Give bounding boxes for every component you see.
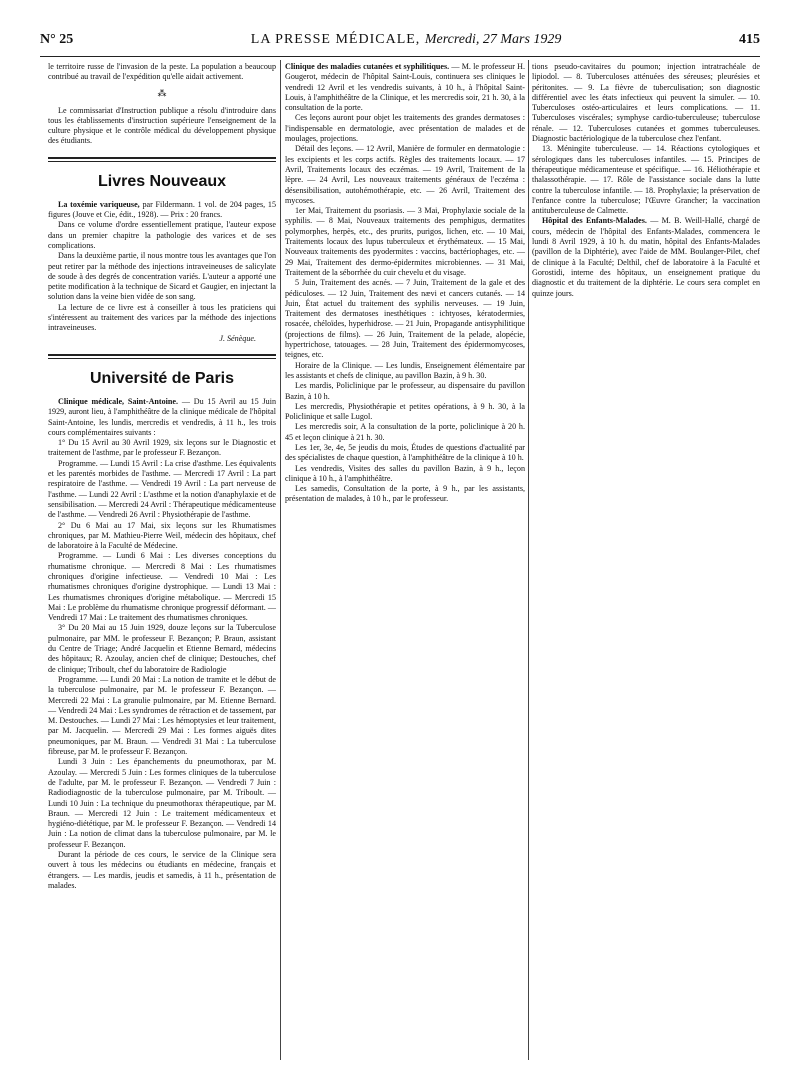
page-number-left: N° 25 [40,32,74,47]
paragraph: Programme. — Lundi 20 Mai : La notion de tramite et le début de la tuberculose pulmonaire, par M. le professeur F. Bezançon. — Mercredi 22 Mai : La granulie pulmonaire, par M. Etienne Bernard. — Vendredi 24 Mai : Les syndromes de rétraction et de tassement, par M. Destouches. — Lundi 27 Mai : Les hémoptysies et leur traitement, par M. Jacquelin. — Mercredi 29 Mai : Les formes aiguës dites pneumoniques, par M. Braun. — Vendredi 31 Mai : La tuberculose fibreuse, par M. le professeur F. Bezançon. [48,674,276,757]
paragraph: Les mercredis soir, A la consultation de la porte, policlinique à 20 h. 45 et leçon clinique à 21 h. 30. [285,422,525,442]
paragraph: 1° Du 15 Avril au 30 Avril 1929, six leçons sur le Diagnostic et traitement de l'asthme, par le professeur F. Bezançon. [48,438,276,458]
paragraph: Dans la deuxième partie, il nous montre tous les avantages que l'on peut retirer par la méthode des injections intraveineuses de salicylate de soude à des degrés de concentration variés. L'auteur a apporté une petite modification à la technique de Sicard et Gaugier, en injectant la solution dans la veine bien vidée de son sang. [48,251,276,302]
section-title-livres: Livres Nouveaux [97,172,227,190]
paragraph: 5 Juin, Traitement des acnés. — 7 Juin, Traitement de la gale et des pédiculoses. — 12 Juin, Traitement des nævi et cancers cutanés. — 14 Juin, État actuel du traitement des syphilis nerveuses. — 19 Juin, Traitement des dermatoses inesthétiques : ichtyoses, kératodermies, rosacée, chéloïdes, hyperhidrose. — 21 Juin, Propagande antisyphilitique (projections de films). — 26 Juin, Traitement de la pelade, alopécie, hypertrichose, tatouages. — 28 Juin, Traitement des épidermomycoses, teignes, etc. [285,278,525,360]
section-rule [48,157,276,159]
section-rule [48,354,276,356]
paragraph: Le commissariat d'Instruction publique a résolu d'introduire dans tous les établissements d'instruction supérieure l'enseignement de la culture physique et le contrôle médical du développement physique des étudiants. [48,105,276,146]
review-signature: J. Sénèque. [219,333,256,343]
paragraph: Les vendredis, Visites des salles du pavillon Bazin, à 9 h., leçon clinique à 10 h., à l'amphithéâtre. [285,463,525,483]
page-number-right: 415 [739,32,760,47]
section-rule-thin [48,358,276,359]
paragraph: Dans ce volume d'ordre essentiellement pratique, l'auteur expose dans un premier chapitre la pathologie des varices et de ses complications. [48,220,276,250]
subsection-heading: Clinique médicale, Saint-Antoine. [58,396,179,406]
paragraph: Ces leçons auront pour objet les traitements des grandes dermatoses : l'indispensable en dermatologie, avec présentation de malades et de moulages, projections. [285,113,525,144]
section-rule-thin [48,161,276,162]
column-left: le territoire russe de l'invasion de la peste. La population a beaucoup contribué au travail de l'expédition qu'elle aidait activement. ⁂ Le commissariat d'Instruction publique a résolu d'introduire dans tous les établissements d'instruction supérieure l'enseignement de la culture physique et le contrôle médical du développement physique des étudiants. Livres Nouveaux La toxémie variqueuse, par Fildermann. 1 vol. de 204 pages, 15 figures (Jouve et Cie, édit., 1928). — Prix : 20 francs. Dans ce volume d'ordre essentiellement pratique, l'auteur expose dans un premier chapitre la pathologie des varices et de ses complications. Dans la deuxième partie, il nous montre tous les avantages que l'on peut retirer par la méthode des injections intraveineuses de salicylate de soude à des degrés de concentration variés. L'auteur a apporté une petite modification à la technique de Sicard et Gaugier, en injectant la solution dans la veine bien vidée de son sang. La lecture de ce livre est à conseiller à tous les praticiens qui s'intéressent au traitement des varices par la méthode des injections intraveineuses. J. Sénèque. Université de Paris Clinique médicale, Saint-Antoine. — Du 15 Avril au 15 Juin 1929, auront lieu, à l'amphithéâtre de la clinique médicale de l'hôpital Saint-Antoine, les lundis, mercredis et vendredis, à 11 h., les trois cours complémentaires suivants : 1° Du 15 Avril au 30 Avril 1929, six leçons sur le Diagnostic et traitement de l'asthme, par le professeur F. Bezançon. Programme. — Lundi 15 Avril : La crise d'asthme. Les équivalents et les parentés morbides de l'asthme. — Mercredi 17 Avril : La part respiratoire de l'asthme. — Vendredi 19 Avril : La part nerveuse de l'asthme. — Lundi 22 Avril : L'asthme et la notion d'anaphylaxie et de sensibilisation. — Mercredi 24 Avril : Thérapeutique médicamenteuse de l'asthme. — Vendredi 26 Avril : Physiothérapie de l'asthme. 2° Du 6 Mai au 17 Mai, six leçons sur les Rhumatismes chroniques, par M. Mathieu-Pierre Weil, médecin des hôpitaux, chef de laboratoire à la Faculté de Médecine. Programme. — Lundi 6 Mai : Les diverses conceptions du rhumatisme chronique. — Mercredi 8 Mai : Les rhumatismes chroniques d'origine infectieuse. — Vendredi 10 Mai : Les rhumatismes chroniques d'origine dystrophique. — Lundi 13 Mai : Les rhumatismes chroniques d'origine métabolique. — Mercredi 15 Mai : Le problème du rhumatisme chronique progressif déformant. — Vendredi 17 Mai : Le traitement des rhumatismes chroniques. 3° Du 20 Mai au 15 Juin 1929, douze leçons sur la Tuberculose pulmonaire, par MM. le professeur F. Bezançon; P. Braun, assistant du Centre de Triage; André Jacquelin et Etienne Bernard, médecins des hôpitaux; R. Azoulay, ancien chef de clinique; Destouches, chef de clinique; Triboult, chef du laboratoire de Radiologie Programme. — Lundi 20 Mai : La notion de tramite et le début de la tuberculose pulmonaire, par M. le professeur F. Bezançon. — Mercredi 22 Mai : La granulie pulmonaire, par M. Etienne Bernard. — Vendredi 24 Mai : Les syndromes de rétraction et de tassement, par M. Destouches. — Lundi 27 Mai : Les hémoptysies et leur traitement, par M. Jacquelin. — Mercredi 29 Mai : Les formes aiguës dites pneumoniques, par M. Braun. — Vendredi 31 Mai : La tuberculose fibreuse, par M. le professeur F. Bezançon. Lundi 3 Juin : Les épanchements du pneumothorax, par M. Azoulay. — Mercredi 5 Juin : Les formes cliniques de la tuberculose de l'adulte, par M. le professeur F. Bezançon. — Vendredi 7 Juin : Radiodiagnostic de la tuberculose pulmonaire, par M. Triboult. — Lundi 10 Juin : La technique du pneumothorax thérapeutique, par M. Braun. — Mercredi 12 Juin : Le traitement médicamenteux et hygiéno-diététique, par M. le professeur F. Bezançon. — Vendredi 14 Juin : La notion de climat dans la tuberculose pulmonaire, par M. le professeur F. Bezançon. Durant la période de ces cours, le service de la Clinique sera ouvert à tous les médecins ou étudiants en médecine, français et étrangers. — Les mardis, jeudis et samedis, à 11 h., présentation de malades. [48,62,277,890]
column-divider-1 [280,60,281,1060]
paragraph: Détail des leçons. — 12 Avril, Manière de formuler en dermatologie : les excipients et les corps actifs. Règles des traitements locaux. — 17 Avril, Traitements locaux des eczémas. — 19 Avril, Traitement de la lèpre. — 24 Avril, Les nouveaux traitements généraux de l'eczéma : désensibilisation, autohémothérapie, etc. — 26 Avril, Traitement des mycoses. [285,144,525,205]
paragraph: 3° Du 20 Mai au 15 Juin 1929, douze leçons sur la Tuberculose pulmonaire, par MM. le professeur F. Bezançon; P. Braun, assistant du Centre de Triage; André Jacquelin et Etienne Bernard, médecins des hôpitaux; R. Azoulay, ancien chef de clinique; Destouches, chef de clinique; Triboult, chef du laboratoire de Radiologie [48,623,276,674]
paragraph: 2° Du 6 Mai au 17 Mai, six leçons sur les Rhumatismes chroniques, par M. Mathieu-Pierre Weil, médecin des hôpitaux, chef de laboratoire à la Faculté de Médecine. [48,520,276,551]
book-reference: par Fildermann. 1 vol. de 204 pages, 15 figures (Jouve et Cie, édit., 1928). — Prix : 20 francs. [48,199,277,220]
paragraph: Horaire de la Clinique. — Les lundis, Enseignement élémentaire par les assistants et chefs de clinique, au pavillon Bazin, à 9 h. 30. [285,360,525,380]
section-title-universite: Université de Paris [89,369,235,387]
paragraph: La lecture de ce livre est à conseiller à tous les praticiens qui s'intéressent au traitement des varices par la méthode des injections intraveineuses. [48,302,276,333]
subsection-heading: Hôpital des Enfants-Malades. [542,216,647,226]
issue-date: Mercredi, 27 Mars 1929 [424,32,562,47]
subsection-heading: Clinique des maladies cutanées et syphilitiques. [285,62,450,71]
paragraph: Programme. — Lundi 15 Avril : La crise d'asthme. Les équivalents et les parentés morbides de l'asthme. — Mercredi 17 Avril : La part respiratoire de l'asthme. — Vendredi 19 Avril : La part nerveuse de l'asthme. — Lundi 22 Avril : L'asthme et la notion d'anaphylaxie et de sensibilisation. — Mercredi 24 Avril : Thérapeutique médicamenteuse de l'asthme. — Vendredi 26 Avril : Physiothérapie de l'asthme. [48,458,276,520]
book-title: La toxémie variqueuse, [58,199,140,209]
page-header [40,32,760,54]
paragraph: 13. Méningite tuberculeuse. — 14. Réactions cytologiques et sérologiques dans les tuberculoses infantiles. — 15. Principes de thérapeutique médicamenteuse et spécifique. — 16. Héliothérapie et thalassothérapie. — 17. Rôle de l'assistance sociale dans la lutte contre la tuberculose infantile. — 18. Prophylaxie; la préservation de l'enfance contre la tuberculose; l'Œuvre Grancher; la vaccination antituberculeuse de Calmette. [532,144,760,216]
paragraph: Programme. — Lundi 6 Mai : Les diverses conceptions du rhumatisme chronique. — Mercredi 8 Mai : Les rhumatismes chroniques d'origine infectieuse. — Vendredi 10 Mai : Les rhumatismes chroniques d'origine dystrophique. — Lundi 13 Mai : Les rhumatismes chroniques d'origine métabolique. — Mercredi 15 Mai : Le problème du rhumatisme chronique progressif déformant. — Vendredi 17 Mai : Le traitement des rhumatismes chroniques. [48,551,276,623]
header-rule [40,56,760,57]
paragraph: Les mercredis, Physiothérapie et petites opérations, à 9 h. 30, à la Policlinique et salle Lugol. [285,401,525,422]
journal-title: LA PRESSE MÉDICALE, Mercredi, 27 Mars 1929 [250,32,562,47]
column-right: tions pseudo-cavitaires du poumon; injection intratrachéale de lipiodol. — 8. Tuberculoses atténuées des séreuses; pleurésies et péritonites. — 9. La fièvre de tuberculisation; son diagnostic différentiel avec les états infectieux qui peuvent la simuler. — 10. Tuberculoses ostéo-articulaires et leurs complications. — 11. Tuberculoses viscérales; symphyse cardio-tuberculeuse; tuberculose rénale. — 12. Tuberculoses cutanées et gommes tuberculeuses. Diagnostic bactériologique de la tuberculose chez l'enfant. 13. Méningite tuberculeuse. — 14. Réactions cytologiques et sérologiques dans les tuberculoses infantiles. — 15. Principes de thérapeutique médicamenteuse et spécifique. — 16. Héliothérapie et thalassothérapie. — 17. Rôle de l'assistance sociale dans la lutte contre la tuberculose infantile. — 18. Prophylaxie; la préservation de l'enfance contre la tuberculose; l'Œuvre Grancher; la vaccination antituberculeuse de Calmette. Hôpital des Enfants-Malades. — M. B. Weill-Hallé, chargé de cours, médecin de l'hôpital des Enfants-Malades, commencera le lundi 8 Avril 1929, à 10 h. du matin, hôpital des Enfants-Malades (pavillon de la Diphtérie), avec l'aide de MM. Boulanger-Pilet, chef de clinique à la Faculté; Delthil, chef de laboratoire à la Faculté et Gorostidi, interne des hôpitaux, un enseignement pratique du diagnostic et du traitement de la diphtérie. Le cours sera complet en quinze jours. [532,62,760,298]
column-divider-2 [528,60,529,1060]
column-middle: Clinique des maladies cutanées et syphilitiques. — M. le professeur H. Gougerot, médecin de l'hôpital Saint-Louis, continuera ses cliniques le vendredi 12 Avril et les vendredis suivants, à 10 h., à l'hôpital Saint-Louis, à l'amphithéâtre de la Clinique, et les mercredis soir, 21 h. 30, à la consultation de la porte. Ces leçons auront pour objet les traitements des grandes dermatoses : l'indispensable en dermatologie, avec présentation de malades et de moulages, projections. Détail des leçons. — 12 Avril, Manière de formuler en dermatologie : les excipients et les corps actifs. Règles des traitements locaux. — 17 Avril, Traitements locaux des eczémas. — 19 Avril, Traitement de la lèpre. — 24 Avril, Les nouveaux traitements généraux de l'eczéma : désensibilisation, autohémothérapie, etc. — 26 Avril, Traitement des mycoses. 1er Mai, Traitement du psoriasis. — 3 Mai, Prophylaxie sociale de la syphilis. — 8 Mai, Nouveaux traitements des pemphigus, dermatites polymorphes, herpès, etc., des prurits, purigos, lichen, etc. — 10 Mai, Traitements locaux des lupus tuberculeux et érythémateux. — 15 Mai, Nouveaux traitements des pyodermites : vaccins, bactériophages, etc. — 29 Mai, Traitement des dermo-épidermites microbiennes. — 31 Mai, Traitement de la séborrhée du cuir chevelu et du visage. 5 Juin, Traitement des acnés. — 7 Juin, Traitement de la gale et des pédiculoses. — 12 Juin, Traitement des nævi et cancers cutanés. — 14 Juin, État actuel du traitement des syphilis nerveuses. — 19 Juin, Traitement des dermatoses inesthétiques : ichtyoses, kératodermies, rosacée, chéloïdes, hyperhidrose. — 21 Juin, Propagande antisyphilitique (projections de films). — 26 Juin, Traitement de la pelade, alopécie, hypertrichose, tatouages. — 28 Juin, Traitement des épidermomycoses, teignes, etc. Horaire de la Clinique. — Les lundis, Enseignement élémentaire par les assistants et chefs de clinique, au pavillon Bazin, à 9 h. 30. Les mardis, Policlinique par le professeur, au dispensaire du pavillon Bazin, à 10 h. Les mercredis, Physiothérapie et petites opérations, à 9 h. 30, à la Policlinique et salle Lugol. Les mercredis soir, A la consultation de la porte, policlinique à 20 h. 45 et leçon clinique à 21 h. 30. Les 1er, 3e, 4e, 5e jeudis du mois, Études de questions d'actualité par des spécialistes de chaque question, à l'amphithéâtre de la clinique à 10 h. Les vendredis, Visites des salles du pavillon Bazin, à 9 h., leçon clinique à 10 h., à l'amphithéâtre. Les samedis, Consultation de la porte, à 9 h., par les assistants, présentation de malades, à 10 h., par le professeur. [285,62,526,504]
paragraph: le territoire russe de l'invasion de la peste. La population a beaucoup contribué au travail de l'expédition qu'elle aidait activement. [48,62,276,82]
paragraph: Les mardis, Policlinique par le professeur, au dispensaire du pavillon Bazin, à 10 h. [285,381,525,401]
paragraph: 1er Mai, Traitement du psoriasis. — 3 Mai, Prophylaxie sociale de la syphilis. — 8 Mai, Nouveaux traitements des pemphigus, dermatites polymorphes, herpès, etc., des prurits, purigos, lichen, etc. — 10 Mai, Traitements locaux des lupus tuberculeux et érythémateux. — 15 Mai, Nouveaux traitements des pyodermites : vaccins, bactériophages, etc. — 29 Mai, Traitement des dermo-épidermites microbiennes. — 31 Mai, Traitement de la séborrhée du cuir chevelu et du visage. [285,206,525,277]
paragraph: Les 1er, 3e, 4e, 5e jeudis du mois, Études de questions d'actualité par des spécialistes de chaque question, à l'amphithéâtre de la clinique à 10 h. [285,442,525,463]
paragraph: Les samedis, Consultation de la porte, à 9 h., par les assistants, présentation de malades, à 10 h., par le professeur. [285,484,525,504]
paragraph: Lundi 3 Juin : Les épanchements du pneumothorax, par M. Azoulay. — Mercredi 5 Juin : Les formes cliniques de la tuberculose de l'adulte, par M. le professeur F. Bezançon. — Vendredi 7 Juin : Radiodiagnostic de la tuberculose pulmonaire, par M. Triboult. — Lundi 10 Juin : La technique du pneumothorax thérapeutique, par M. Braun. — Mercredi 12 Juin : Le traitement médicamenteux et hygiéno-diététique, par M. le professeur F. Bezançon. — Vendredi 14 Juin : La notion de climat dans la tuberculose pulmonaire, par M. le professeur F. Bezançon. [48,757,276,849]
paragraph: Durant la période de ces cours, le service de la Clinique sera ouvert à tous les médecins ou étudiants en médecine, français et étrangers. — Les mardis, jeudis et samedis, à 11 h., présentation de malades. [48,850,276,890]
asterism: ⁂ [157,87,167,98]
paragraph: tions pseudo-cavitaires du poumon; injection intratrachéale de lipiodol. — 8. Tuberculoses atténuées des séreuses; pleurésies et péritonites. — 9. La fièvre de tuberculisation; son diagnostic différentiel avec les états infectieux qui peuvent la simuler. — 10. Tuberculoses ostéo-articulaires et leurs complications. — 11. Tuberculoses viscérales; symphyse cardio-tuberculeuse; tuberculose rénale. — 12. Tuberculoses cutanées et gommes tuberculeuses. Diagnostic bactériologique de la tuberculose chez l'enfant. [532,62,760,144]
